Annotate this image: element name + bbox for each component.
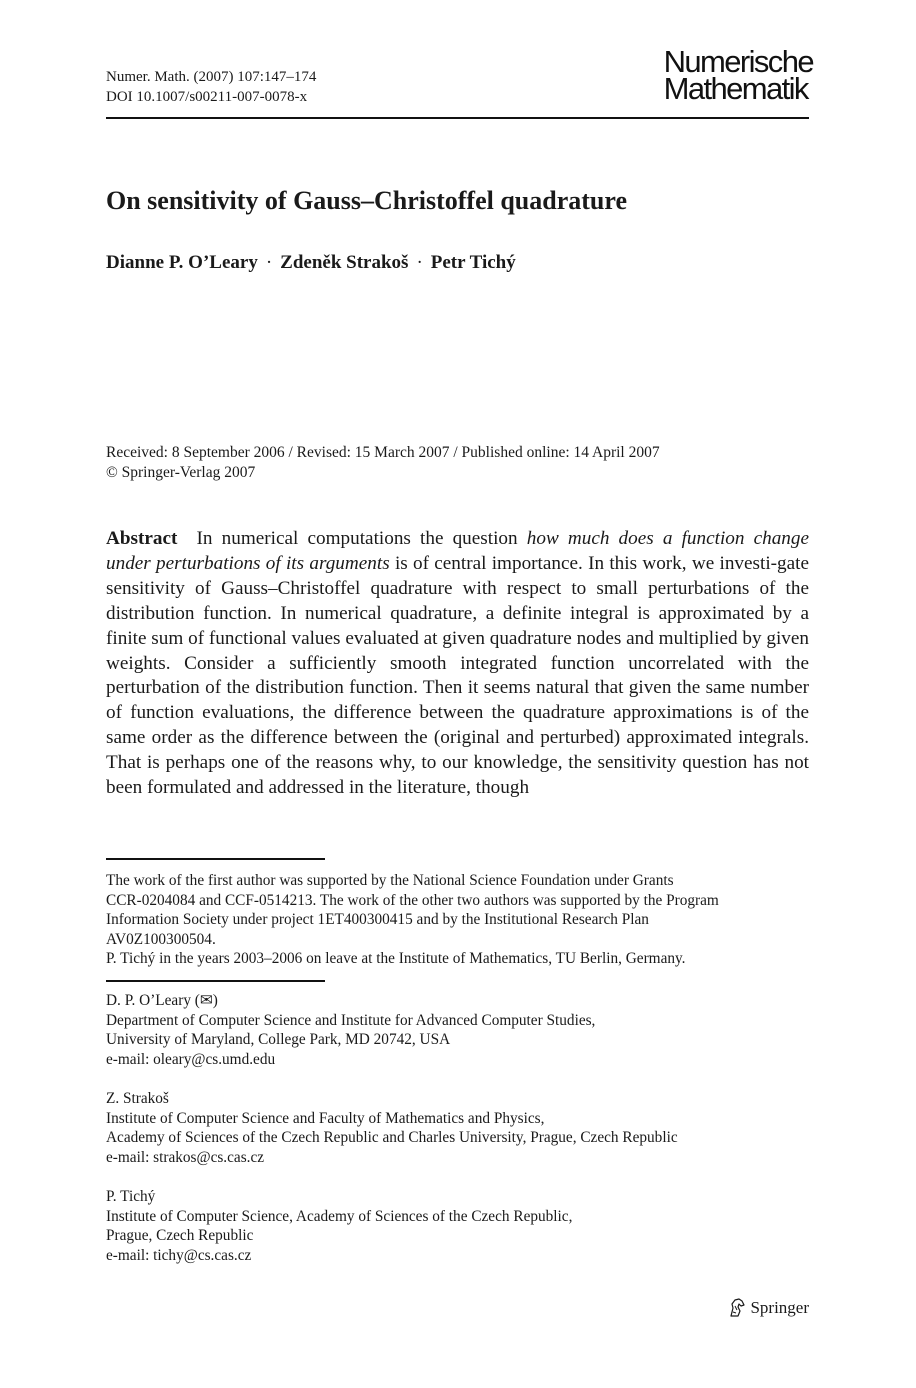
- footnote-line: P. Tichý in the years 2003–2006 on leave at the Institute of Mathematics, TU Berlin, Germany.: [106, 950, 686, 968]
- copyright: © Springer-Verlag 2007: [106, 464, 256, 481]
- affiliation-line: Department of Computer Science and Institute for Advanced Computer Studies,: [106, 1011, 596, 1029]
- abstract: [106, 527, 809, 801]
- author-separator: ·: [265, 252, 273, 273]
- affiliation-line: Institute of Computer Science, Academy of Sciences of the Czech Republic,: [106, 1207, 573, 1225]
- date-history: Received: 8 September 2006 / Revised: 15 March 2007 / Published online: 14 April 2007: [106, 444, 660, 461]
- publisher-name: Springer: [750, 1298, 809, 1317]
- funding-footnote: [106, 871, 809, 969]
- journal-reference: [106, 67, 316, 107]
- abstract-text: is of central importance. In this work, we investi-gate sensitivity of Gauss–Christoffel quadrature with respect to small perturbations of the distribution function. In numerical quadrature, a definite integral is approximated by a finite sum of functional values evaluated at given quadrature nodes and multiplied by given weights. Consider a sufficiently smooth integrated function uncorrelated with the perturbation of the distribution function. Then it seems natural that given the same number of function evaluations, the difference between the quadrature approximations is of the same order as the difference between the (original and perturbed) approximated integrals. That is perhaps one of the reasons why, to our knowledge, the sensitivity question has not been formulated and addressed in the literature, though: [106, 552, 809, 799]
- footnote-line: The work of the first author was supported by the National Science Foundation under Grants: [106, 872, 674, 889]
- affiliation-line: Academy of Sciences of the Czech Republic and Charles University, Prague, Czech Republic: [106, 1129, 678, 1147]
- author-separator: ·: [416, 252, 423, 273]
- doi[interactable]: DOI 10.1007/s00211-007-0078-x: [106, 89, 308, 105]
- publisher-logo: [728, 1298, 809, 1318]
- affiliation-name: D. P. O’Leary (✉): [106, 992, 218, 1009]
- footnote-divider: [106, 858, 325, 860]
- abstract-emphasis: how much does a function change under perturbations of its arguments: [106, 528, 810, 574]
- springer-horse-icon: [728, 1298, 746, 1318]
- affiliation-name: Z. Strakoš: [106, 1090, 169, 1107]
- footnote-line: Information Society under project 1ET400300415 and by the Institutional Research Plan: [106, 911, 649, 929]
- footnote-line: CCR-0204084 and CCF-0514213. The work of the other two authors was supported by the Program: [106, 891, 719, 909]
- author-list: [106, 252, 516, 274]
- author-name: Petr Tichý: [430, 252, 516, 273]
- publication-dates: [106, 443, 660, 483]
- journal-logo-line1: Numerische: [663, 44, 813, 79]
- journal-logo-line2: Mathematik: [663, 71, 808, 106]
- affiliation-line: University of Maryland, College Park, MD 20742, USA: [106, 1031, 451, 1049]
- footnote-line: AV0Z100300504.: [106, 930, 216, 948]
- affiliation-strakos: [106, 1089, 678, 1167]
- affiliation-divider: [106, 980, 325, 982]
- author-name: Dianne P. O’Leary: [106, 252, 258, 273]
- journal-logo: [663, 44, 813, 106]
- abstract-label: Abstract: [106, 528, 178, 549]
- author-name: Zdeněk Strakoš: [280, 252, 409, 273]
- affiliation-name: P. Tichý: [106, 1188, 156, 1205]
- affiliation-line: Prague, Czech Republic: [106, 1227, 254, 1245]
- affiliation-email[interactable]: e-mail: strakos@cs.cas.cz: [106, 1148, 265, 1166]
- affiliation-email[interactable]: e-mail: oleary@cs.umd.edu: [106, 1050, 276, 1068]
- abstract-text: In numerical computations the question: [196, 528, 527, 549]
- affiliation-line: Institute of Computer Science and Faculty of Mathematics and Physics,: [106, 1109, 545, 1127]
- header-divider: [106, 117, 809, 119]
- paper-title: On sensitivity of Gauss–Christoffel quadrature: [106, 186, 627, 215]
- affiliation-tichy: [106, 1187, 572, 1265]
- citation: Numer. Math. (2007) 107:147–174: [106, 69, 317, 85]
- affiliation-email[interactable]: e-mail: tichy@cs.cas.cz: [106, 1246, 252, 1264]
- affiliation-oleary: [106, 991, 595, 1069]
